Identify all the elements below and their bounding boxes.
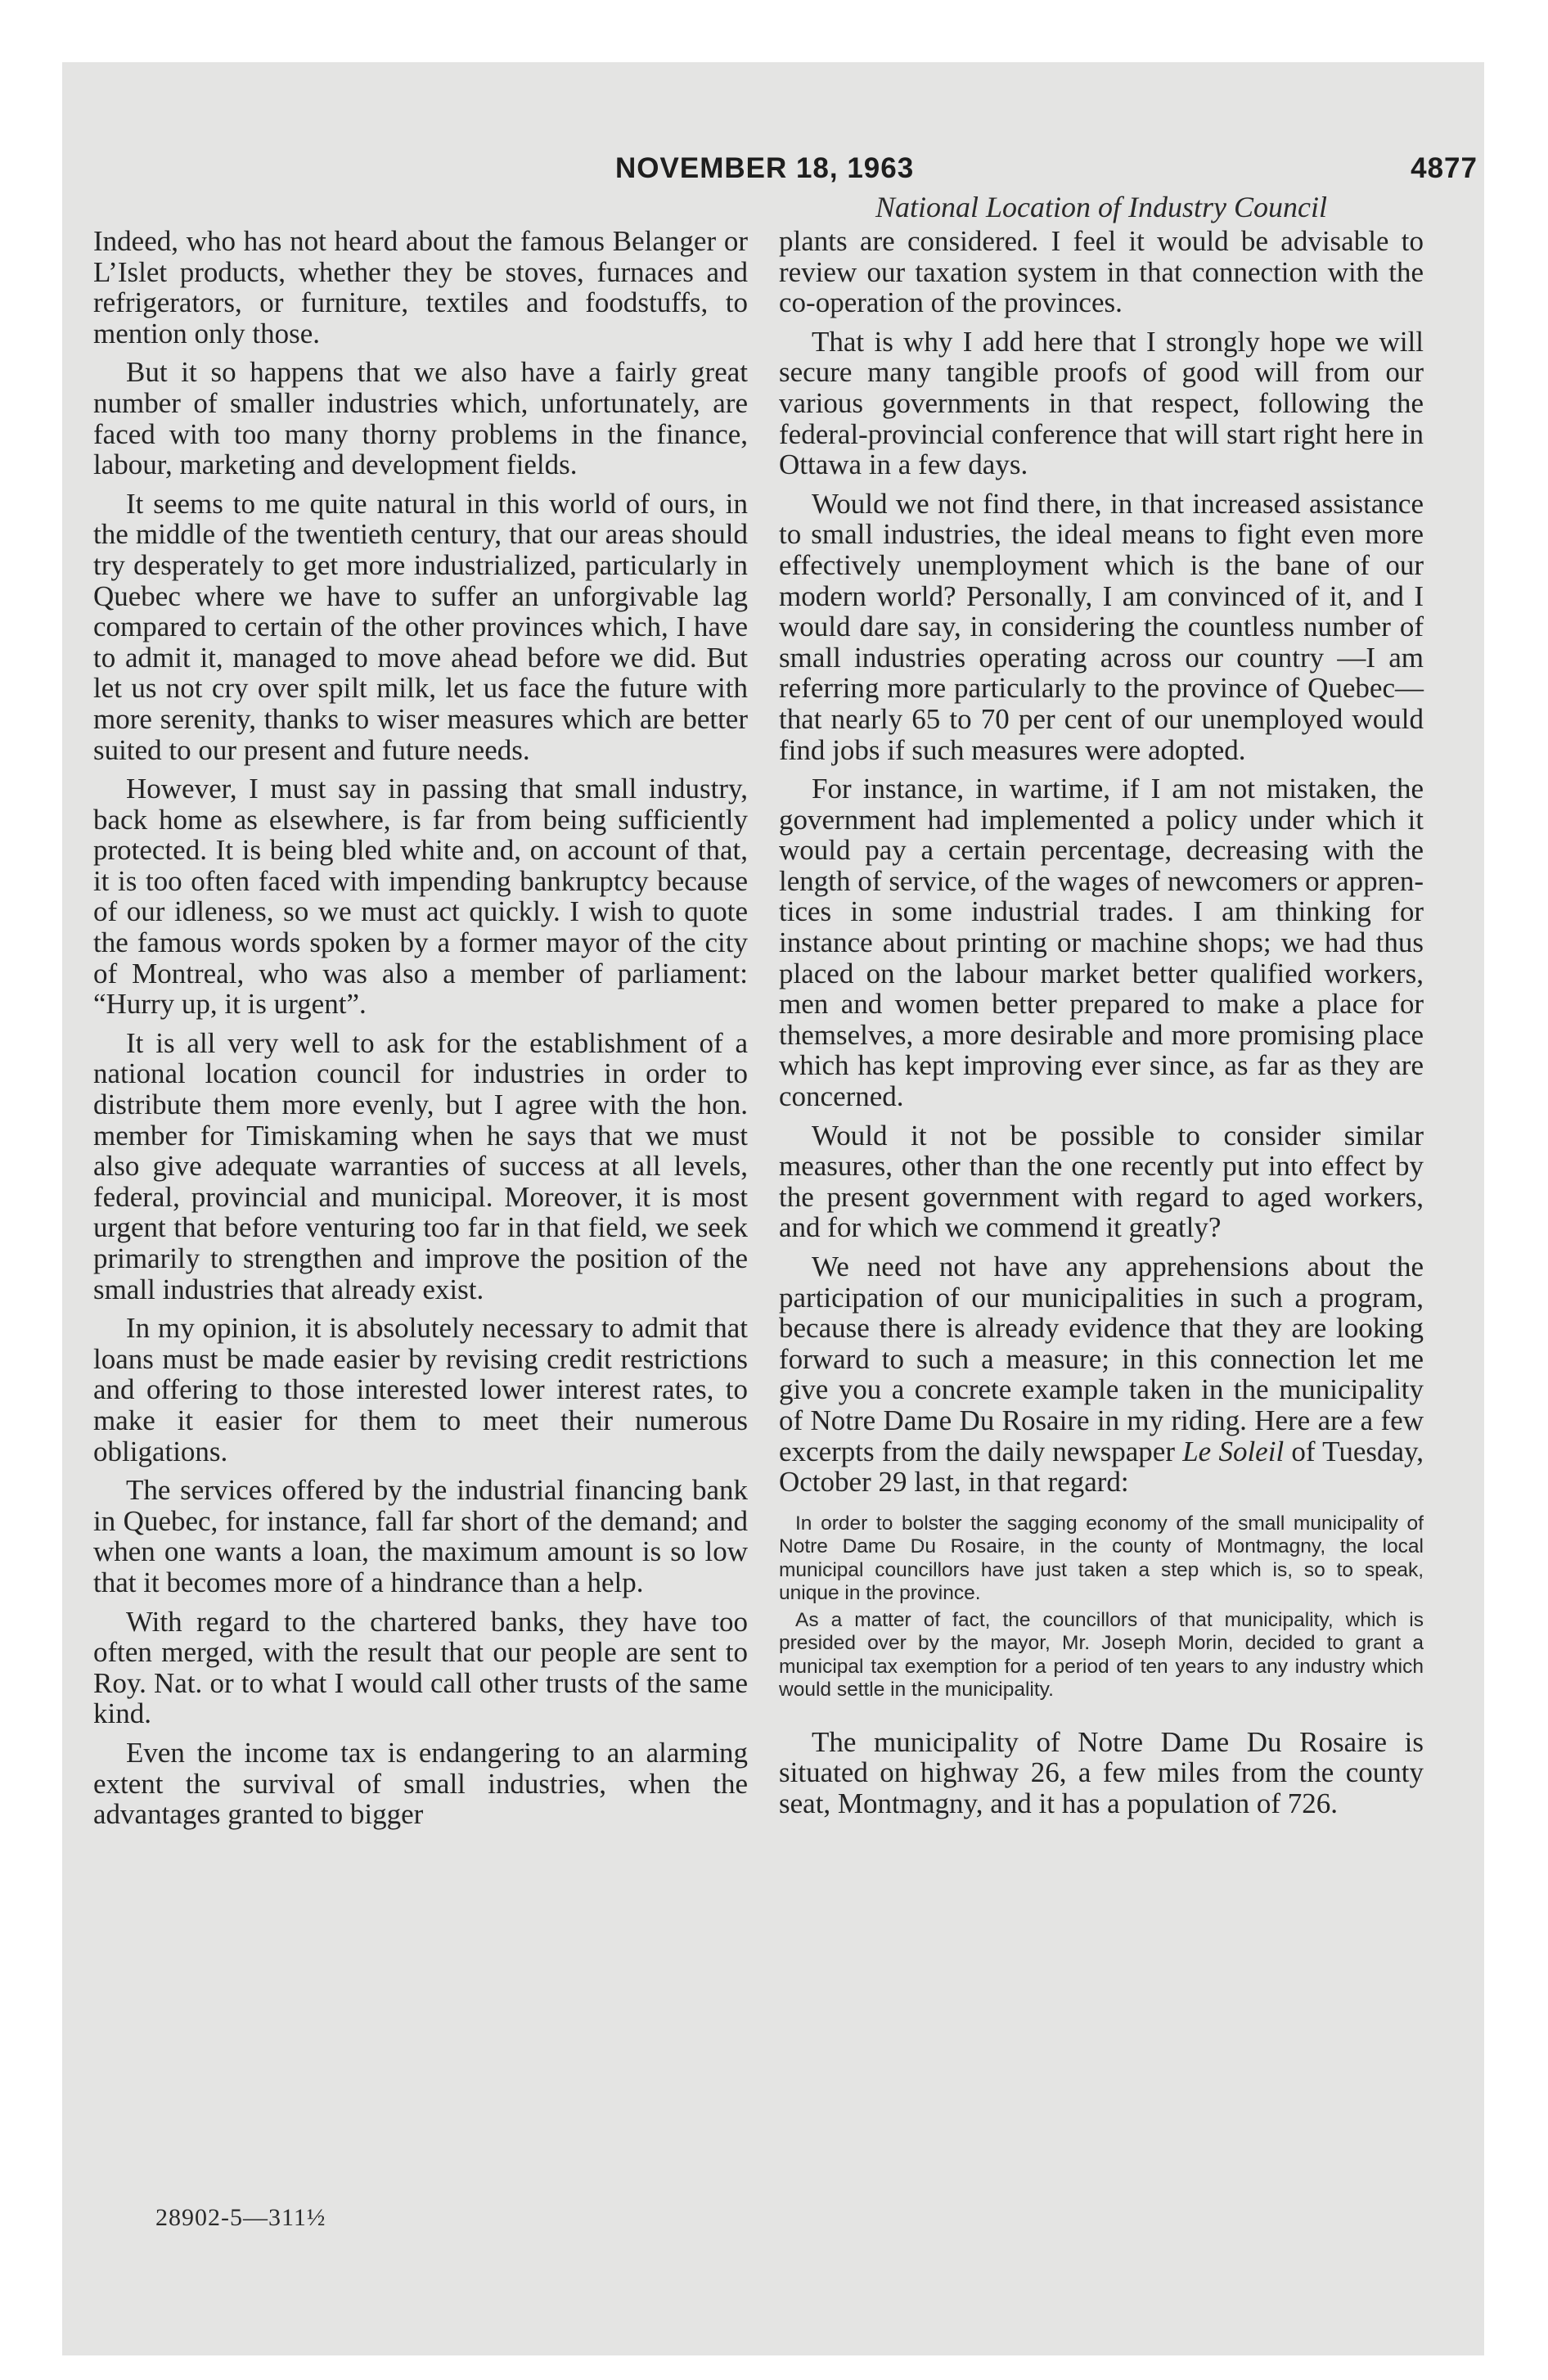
paragraph: It is all very well to ask for the establishment of a national location council for industries in order to distribute them more evenly, but I agree with the hon. member for Timiskaming when he says that we must also give adequate warranties of success at all levels, federal, provincial and municipal. Moreover, it is most urgent that before venturing too far in that field, we seek primarily to strengthen and improve the position of the small industries that already exist. — [93, 1026, 748, 1305]
paragraph: Would it not be possible to consider similar measures, other than the one recently put into effect by the present government with regard to aged workers, and for which we commend it greatly? — [779, 1119, 1424, 1244]
paragraph: The services offered by the industrial financing bank in Quebec, for instance, fall far short of the demand; and when one wants a loan, the maximum amount is so low that it becomes more of a hindrance than a help. — [93, 1474, 748, 1598]
quote-paragraph: In order to bolster the sagging economy of the small municipality of Notre Dame Du Rosaire, in the county of Montmagny, the local municipal councillors have just taken a step which is, so to speak, unique in the province. — [779, 1512, 1424, 1605]
paragraph: Even the income tax is endangering to an alarming extent the survival of small industries, when the advantages granted to bigger — [93, 1736, 748, 1831]
paragraph: However, I must say in passing that small industry, back home as elsewhere, is far from being sufficiently protected. It is being bled white and, on account of that, it is too often faced with impending bankruptcy because of our idleness, so we must act quickly. I wish to quote the famous words spoken by a former mayor of the city of Montreal, who was also a member of parliament: “Hurry up, it is urgent”. — [93, 773, 748, 1021]
paragraph: It seems to me quite natural in this world of ours, in the middle of the twentieth century, that our areas should try desperately to get more industrialized, particularly in Quebec where we have to suffer an unforgivable lag compared to certain of the other provinces which, I have to admit it, managed to move ahead before we did. But let us not cry over spilt milk, let us face the future with more serenity, thanks to wiser measures which are better suited to our present and future needs. — [93, 487, 748, 766]
page-number: 4877 — [1411, 152, 1478, 184]
paragraph: With regard to the chartered banks, they have too often merged, with the result that our people are sent to Roy. Nat. or to what I would call other trusts of the same kind. — [93, 1605, 748, 1730]
paragraph: plants are considered. I feel it would be advisable to review our taxation system in that connection with the co-operation of the provinces. — [779, 225, 1424, 319]
header-date: NOVEMBER 18, 1963 — [615, 152, 915, 184]
paragraph: Would we not find there, in that increased assistance to small industries, the ideal means to fight even more effectively unemployment which is the bane of our modern world? Personally, I am convinced of it, and I would dare say, in considering the countless number of small industries operating across our country —I am referring more particularly to the province of Quebec—that nearly 65 to 70 per cent of our unemployed would find jobs if such measures were adopted. — [779, 487, 1424, 766]
paragraph: In my opinion, it is absolutely necessary to admit that loans must be made easier by revising credit restrictions and offering to those interested lower interest rates, to make it easier for them to meet their numerous obligations. — [93, 1312, 748, 1467]
right-column — [779, 226, 1424, 1828]
paragraph: That is why I add here that I strongly hope we will secure many tangible proofs of good will from our various governments in that respect, following the federal-provincial conference that will start right here in Ottawa in a few days. — [779, 325, 1424, 481]
paragraph-newspaper-reference — [779, 1251, 1424, 1498]
paragraph: The municipality of Notre Dame Du Rosaire is situated on highway 26, a few miles from the county seat, Montmagny, and it has a population of 726. — [779, 1725, 1424, 1819]
paragraph: Indeed, who has not heard about the famous Belanger or L’Islet products, whether they be stoves, furnaces and refrigerators, or furniture, textiles and foodstuffs, to mention only those. — [93, 225, 748, 349]
left-column — [93, 226, 748, 1838]
newspaper-quote — [779, 1512, 1424, 1702]
print-code: 28902-5—311½ — [155, 2204, 326, 2231]
newspaper-name: Le Soleil — [1182, 1435, 1285, 1467]
paragraph-text: We need not have any apprehensions about the participation of our municipalities in such a program, because there is already evidence that they are looking forward to such a measure; in this connection let me give you a concrete example taken in the municipality of Notre Dame Du Rosaire in my riding. Here are a few excerpts from the daily newspaper — [779, 1251, 1424, 1467]
page-header — [0, 152, 1548, 190]
running-title: National Location of Industry Council — [875, 191, 1327, 223]
paragraph: But it so happens that we also have a fairly great number of smaller industries which, unfortunately, are faced with too many thorny problems in the finance, labour, marketing and development fields. — [93, 356, 748, 481]
quote-paragraph: As a matter of fact, the councillors of that municipality, which is presided over by the mayor, Mr. Joseph Morin, decided to grant a municipal tax exemption for a period of ten years to any industry which would settle in the municipality. — [779, 1608, 1424, 1702]
paragraph-text: of Tuesday, October 29 last, in that regard: — [779, 1435, 1424, 1499]
paragraph: For instance, in wartime, if I am not mistaken, the government had implemented a policy under which it would pay a certain percentage, decreasing with the length of service, of the wages of newcomers or apprentices in some industrial trades. I am thinking for instance about printing or machine shops; we had thus placed on the labour market better qualified workers, men and women better prepared to make a place for themselves, a more desirable and more promising place which has kept improving ever since, as far as they are concerned. — [779, 773, 1424, 1113]
